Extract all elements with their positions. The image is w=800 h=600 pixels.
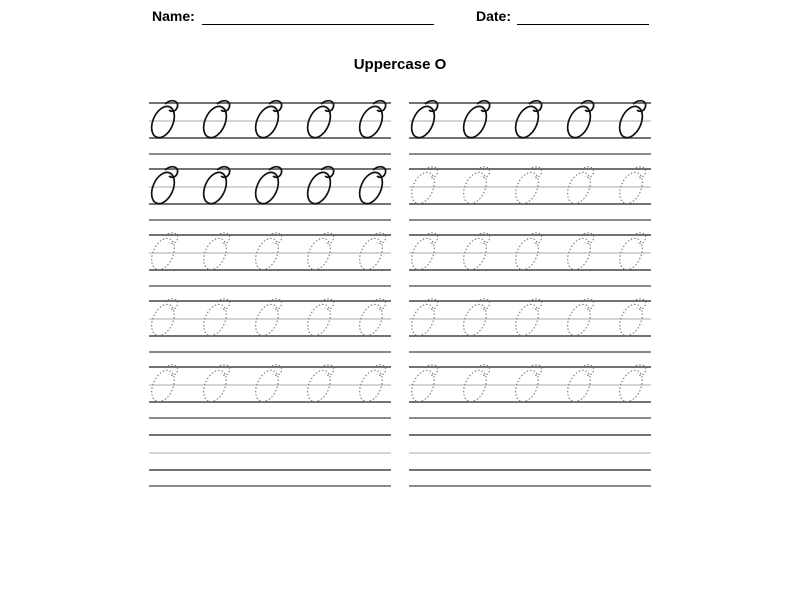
- ruled-lines: [149, 103, 651, 486]
- date-label: Date:: [476, 8, 512, 24]
- worksheet-title: Uppercase O: [353, 56, 447, 73]
- name-label: Name:: [152, 8, 195, 24]
